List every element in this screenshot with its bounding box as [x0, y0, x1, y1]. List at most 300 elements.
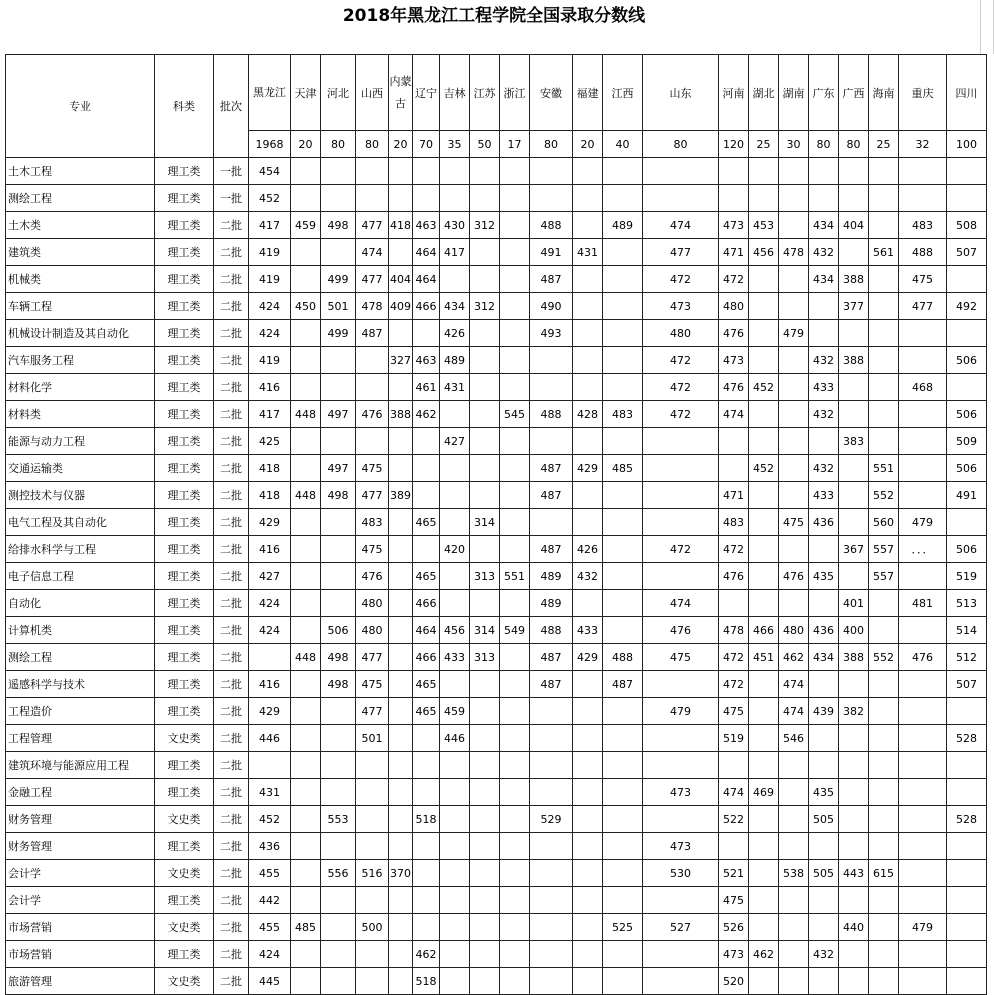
score-cell: [839, 968, 869, 995]
score-cell: 549: [500, 617, 530, 644]
score-cell: 545: [500, 401, 530, 428]
score-cell: [779, 779, 809, 806]
score-cell: [470, 914, 500, 941]
score-cell: [573, 509, 603, 536]
score-cell: [603, 374, 643, 401]
score-cell: [321, 428, 356, 455]
score-cell: 452: [249, 806, 291, 833]
score-cell: [643, 806, 719, 833]
score-cell: 476: [643, 617, 719, 644]
score-cell: [389, 536, 413, 563]
score-cell: [470, 941, 500, 968]
score-cell: [809, 320, 839, 347]
score-cell: [470, 779, 500, 806]
score-cell: [779, 914, 809, 941]
major-cell: 测绘工程: [6, 185, 155, 212]
score-cell: 448: [291, 482, 321, 509]
score-cell: 475: [899, 266, 947, 293]
score-cell: 476: [719, 374, 749, 401]
score-cell: 518: [413, 968, 440, 995]
score-cell: 455: [249, 860, 291, 887]
major-cell: 计算机类: [6, 617, 155, 644]
score-cell: [500, 347, 530, 374]
score-cell: 425: [249, 428, 291, 455]
score-cell: [869, 887, 899, 914]
score-cell: [291, 428, 321, 455]
score-cell: 383: [839, 428, 869, 455]
score-cell: 516: [356, 860, 389, 887]
plan-count-cell: 30: [779, 131, 809, 158]
score-cell: [470, 158, 500, 185]
score-cell: [389, 374, 413, 401]
table-row: [6, 212, 987, 239]
score-cell: [899, 887, 947, 914]
score-cell: 472: [643, 374, 719, 401]
score-cell: [470, 752, 500, 779]
score-cell: [643, 509, 719, 536]
score-cell: [839, 401, 869, 428]
score-cell: 480: [356, 590, 389, 617]
score-cell: [779, 482, 809, 509]
score-cell: [413, 887, 440, 914]
admission-score-table: [5, 54, 987, 995]
batch-cell: 二批: [214, 941, 249, 968]
score-cell: 477: [899, 293, 947, 320]
score-cell: 479: [899, 914, 947, 941]
score-cell: [869, 266, 899, 293]
plan-count-cell: 80: [839, 131, 869, 158]
table-row: [6, 644, 987, 671]
major-cell: 材料化学: [6, 374, 155, 401]
score-cell: 417: [249, 212, 291, 239]
score-cell: 477: [356, 698, 389, 725]
score-cell: [291, 185, 321, 212]
score-cell: 468: [899, 374, 947, 401]
score-cell: [500, 806, 530, 833]
score-cell: [500, 239, 530, 266]
major-cell: 会计学: [6, 860, 155, 887]
score-cell: [440, 590, 470, 617]
score-cell: ．．．: [899, 536, 947, 563]
score-cell: [749, 725, 779, 752]
plan-count-cell: 25: [749, 131, 779, 158]
score-cell: [899, 833, 947, 860]
score-cell: 472: [719, 644, 749, 671]
score-cell: 501: [356, 725, 389, 752]
score-cell: 479: [899, 509, 947, 536]
score-cell: 552: [869, 482, 899, 509]
score-cell: [947, 860, 987, 887]
major-cell: 给排水科学与工程: [6, 536, 155, 563]
score-cell: 498: [321, 644, 356, 671]
score-cell: [899, 752, 947, 779]
score-cell: [413, 725, 440, 752]
score-cell: 493: [530, 320, 573, 347]
score-cell: [500, 860, 530, 887]
score-cell: [500, 833, 530, 860]
score-cell: 487: [530, 482, 573, 509]
score-cell: [389, 779, 413, 806]
batch-cell: 二批: [214, 698, 249, 725]
score-cell: [749, 536, 779, 563]
score-cell: [356, 941, 389, 968]
category-cell: 文史类: [155, 725, 214, 752]
score-cell: [291, 968, 321, 995]
score-cell: [869, 806, 899, 833]
batch-cell: 二批: [214, 860, 249, 887]
score-cell: 448: [291, 401, 321, 428]
score-cell: [500, 914, 530, 941]
category-cell: 理工类: [155, 833, 214, 860]
score-cell: [291, 590, 321, 617]
score-cell: 472: [719, 536, 749, 563]
score-cell: [947, 887, 987, 914]
category-cell: 理工类: [155, 509, 214, 536]
score-cell: [573, 293, 603, 320]
score-cell: [389, 617, 413, 644]
province-header: 湖北: [749, 55, 779, 131]
batch-cell: 二批: [214, 725, 249, 752]
score-cell: [603, 509, 643, 536]
score-cell: [500, 779, 530, 806]
score-cell: [839, 185, 869, 212]
score-cell: 454: [249, 158, 291, 185]
score-cell: 428: [573, 401, 603, 428]
score-cell: [500, 158, 530, 185]
score-cell: 553: [321, 806, 356, 833]
score-cell: [869, 401, 899, 428]
batch-cell: 二批: [214, 563, 249, 590]
province-header: 江苏: [470, 55, 500, 131]
score-cell: 506: [947, 347, 987, 374]
score-cell: 529: [530, 806, 573, 833]
score-cell: [530, 968, 573, 995]
province-header: 安徽: [530, 55, 573, 131]
score-cell: [749, 833, 779, 860]
score-cell: [321, 239, 356, 266]
score-cell: 475: [719, 887, 749, 914]
province-header: 山西: [356, 55, 389, 131]
score-cell: 474: [779, 671, 809, 698]
score-cell: [356, 779, 389, 806]
score-cell: [500, 590, 530, 617]
score-cell: 432: [809, 347, 839, 374]
score-cell: [719, 455, 749, 482]
score-cell: 416: [249, 536, 291, 563]
score-cell: [389, 509, 413, 536]
score-cell: 465: [413, 563, 440, 590]
category-cell: 理工类: [155, 239, 214, 266]
score-cell: 312: [470, 212, 500, 239]
batch-cell: 二批: [214, 752, 249, 779]
score-cell: [809, 833, 839, 860]
score-cell: [809, 293, 839, 320]
score-cell: [839, 833, 869, 860]
province-header: 天津: [291, 55, 321, 131]
score-cell: 409: [389, 293, 413, 320]
category-cell: 理工类: [155, 158, 214, 185]
score-cell: [603, 590, 643, 617]
score-cell: [291, 266, 321, 293]
category-cell: 理工类: [155, 293, 214, 320]
category-cell: 文史类: [155, 860, 214, 887]
score-cell: 419: [249, 266, 291, 293]
score-cell: 432: [809, 941, 839, 968]
score-cell: [500, 941, 530, 968]
score-cell: 312: [470, 293, 500, 320]
batch-cell: 二批: [214, 968, 249, 995]
score-cell: [389, 752, 413, 779]
score-cell: [809, 158, 839, 185]
score-cell: [249, 752, 291, 779]
score-cell: [573, 698, 603, 725]
score-cell: [500, 455, 530, 482]
score-cell: [749, 185, 779, 212]
score-cell: [603, 860, 643, 887]
score-cell: 526: [719, 914, 749, 941]
score-cell: [389, 725, 413, 752]
score-cell: [899, 779, 947, 806]
score-cell: [809, 914, 839, 941]
score-cell: 473: [719, 212, 749, 239]
score-cell: [603, 347, 643, 374]
score-cell: [291, 563, 321, 590]
table-row: [6, 590, 987, 617]
score-cell: 472: [719, 671, 749, 698]
score-cell: [749, 482, 779, 509]
score-cell: [869, 428, 899, 455]
score-cell: [899, 185, 947, 212]
score-cell: 466: [413, 644, 440, 671]
major-cell: 会计学: [6, 887, 155, 914]
score-cell: 477: [356, 482, 389, 509]
score-cell: 498: [321, 482, 356, 509]
score-cell: 485: [603, 455, 643, 482]
score-cell: [321, 185, 356, 212]
score-cell: 433: [809, 374, 839, 401]
score-cell: [947, 941, 987, 968]
score-cell: 475: [356, 536, 389, 563]
score-cell: [530, 725, 573, 752]
score-cell: [500, 428, 530, 455]
score-cell: [530, 509, 573, 536]
score-cell: [470, 698, 500, 725]
score-cell: 466: [749, 617, 779, 644]
score-cell: [389, 806, 413, 833]
score-cell: [440, 752, 470, 779]
score-cell: 465: [413, 509, 440, 536]
batch-cell: 二批: [214, 401, 249, 428]
table-row: [6, 536, 987, 563]
score-cell: 367: [839, 536, 869, 563]
plan-count-cell: 80: [809, 131, 839, 158]
score-cell: [389, 455, 413, 482]
score-cell: [809, 752, 839, 779]
batch-cell: 二批: [214, 644, 249, 671]
score-cell: [603, 320, 643, 347]
score-cell: 477: [356, 266, 389, 293]
score-cell: [779, 293, 809, 320]
score-cell: [779, 752, 809, 779]
score-cell: [389, 590, 413, 617]
score-cell: 431: [249, 779, 291, 806]
score-cell: 463: [413, 212, 440, 239]
major-cell: 车辆工程: [6, 293, 155, 320]
category-cell: 理工类: [155, 779, 214, 806]
score-cell: [389, 563, 413, 590]
score-cell: [321, 968, 356, 995]
score-cell: [321, 698, 356, 725]
score-cell: [749, 914, 779, 941]
score-cell: [500, 509, 530, 536]
score-cell: [839, 671, 869, 698]
table-row: [6, 401, 987, 428]
score-cell: [779, 887, 809, 914]
score-cell: 388: [839, 644, 869, 671]
score-cell: [779, 455, 809, 482]
score-cell: [440, 563, 470, 590]
province-header: 河北: [321, 55, 356, 131]
score-cell: 416: [249, 374, 291, 401]
score-cell: [749, 293, 779, 320]
score-cell: 424: [249, 293, 291, 320]
table-row: [6, 455, 987, 482]
score-cell: [413, 482, 440, 509]
table-row: [6, 698, 987, 725]
table-row: [6, 266, 987, 293]
score-cell: 433: [573, 617, 603, 644]
score-cell: [809, 968, 839, 995]
score-cell: 455: [249, 914, 291, 941]
score-cell: 417: [440, 239, 470, 266]
score-cell: [389, 698, 413, 725]
score-cell: [749, 887, 779, 914]
score-cell: [603, 833, 643, 860]
plan-count-cell: 80: [356, 131, 389, 158]
score-cell: 370: [389, 860, 413, 887]
major-cell: 金融工程: [6, 779, 155, 806]
score-cell: [440, 914, 470, 941]
score-cell: [643, 455, 719, 482]
batch-cell: 二批: [214, 509, 249, 536]
score-cell: [779, 806, 809, 833]
score-cell: [500, 671, 530, 698]
score-cell: [500, 266, 530, 293]
score-cell: [809, 671, 839, 698]
score-cell: [291, 158, 321, 185]
major-cell: 市场营销: [6, 941, 155, 968]
score-cell: [291, 671, 321, 698]
score-cell: [470, 185, 500, 212]
score-cell: 488: [530, 617, 573, 644]
score-cell: [413, 455, 440, 482]
score-cell: 475: [719, 698, 749, 725]
score-cell: [440, 482, 470, 509]
score-cell: [643, 725, 719, 752]
score-cell: [291, 887, 321, 914]
score-cell: [291, 941, 321, 968]
score-cell: [719, 833, 749, 860]
score-cell: [356, 833, 389, 860]
score-cell: [839, 563, 869, 590]
major-cell: 市场营销: [6, 914, 155, 941]
score-cell: [291, 617, 321, 644]
score-cell: [530, 374, 573, 401]
score-cell: [947, 698, 987, 725]
plan-count-cell: 1968: [249, 131, 291, 158]
score-cell: 432: [809, 401, 839, 428]
score-cell: 506: [947, 536, 987, 563]
batch-cell: 二批: [214, 833, 249, 860]
province-header: 福建: [573, 55, 603, 131]
score-cell: 432: [809, 455, 839, 482]
batch-cell: 二批: [214, 617, 249, 644]
score-cell: [291, 752, 321, 779]
category-cell: 理工类: [155, 455, 214, 482]
province-header: 内蒙古: [389, 55, 413, 131]
score-cell: 476: [356, 563, 389, 590]
score-cell: [749, 806, 779, 833]
province-header: 湖南: [779, 55, 809, 131]
score-cell: [321, 563, 356, 590]
score-cell: 430: [440, 212, 470, 239]
score-cell: [839, 779, 869, 806]
batch-cell: 二批: [214, 806, 249, 833]
score-cell: [440, 401, 470, 428]
score-cell: [440, 806, 470, 833]
score-cell: 426: [573, 536, 603, 563]
score-cell: [389, 185, 413, 212]
score-cell: 561: [869, 239, 899, 266]
score-cell: [500, 374, 530, 401]
category-cell: 理工类: [155, 428, 214, 455]
score-cell: [603, 968, 643, 995]
score-cell: [530, 428, 573, 455]
score-cell: [749, 752, 779, 779]
major-cell: 电子信息工程: [6, 563, 155, 590]
score-cell: 433: [440, 644, 470, 671]
score-cell: [413, 158, 440, 185]
score-cell: [573, 428, 603, 455]
score-cell: 471: [719, 482, 749, 509]
table-row: [6, 239, 987, 266]
category-cell: 理工类: [155, 536, 214, 563]
category-cell: 理工类: [155, 266, 214, 293]
score-cell: [500, 185, 530, 212]
province-header: 辽宁: [413, 55, 440, 131]
score-cell: 528: [947, 725, 987, 752]
score-cell: [530, 779, 573, 806]
score-cell: [413, 536, 440, 563]
score-cell: 436: [809, 617, 839, 644]
score-cell: 480: [356, 617, 389, 644]
score-cell: [603, 698, 643, 725]
score-cell: 491: [530, 239, 573, 266]
score-cell: 432: [809, 239, 839, 266]
score-cell: [440, 158, 470, 185]
score-cell: 472: [719, 266, 749, 293]
score-cell: [839, 725, 869, 752]
score-cell: 525: [603, 914, 643, 941]
score-cell: [470, 536, 500, 563]
score-cell: 476: [899, 644, 947, 671]
score-cell: [869, 752, 899, 779]
table-row: [6, 752, 987, 779]
major-cell: 土木类: [6, 212, 155, 239]
score-cell: [947, 158, 987, 185]
score-cell: 483: [719, 509, 749, 536]
table-row: [6, 860, 987, 887]
